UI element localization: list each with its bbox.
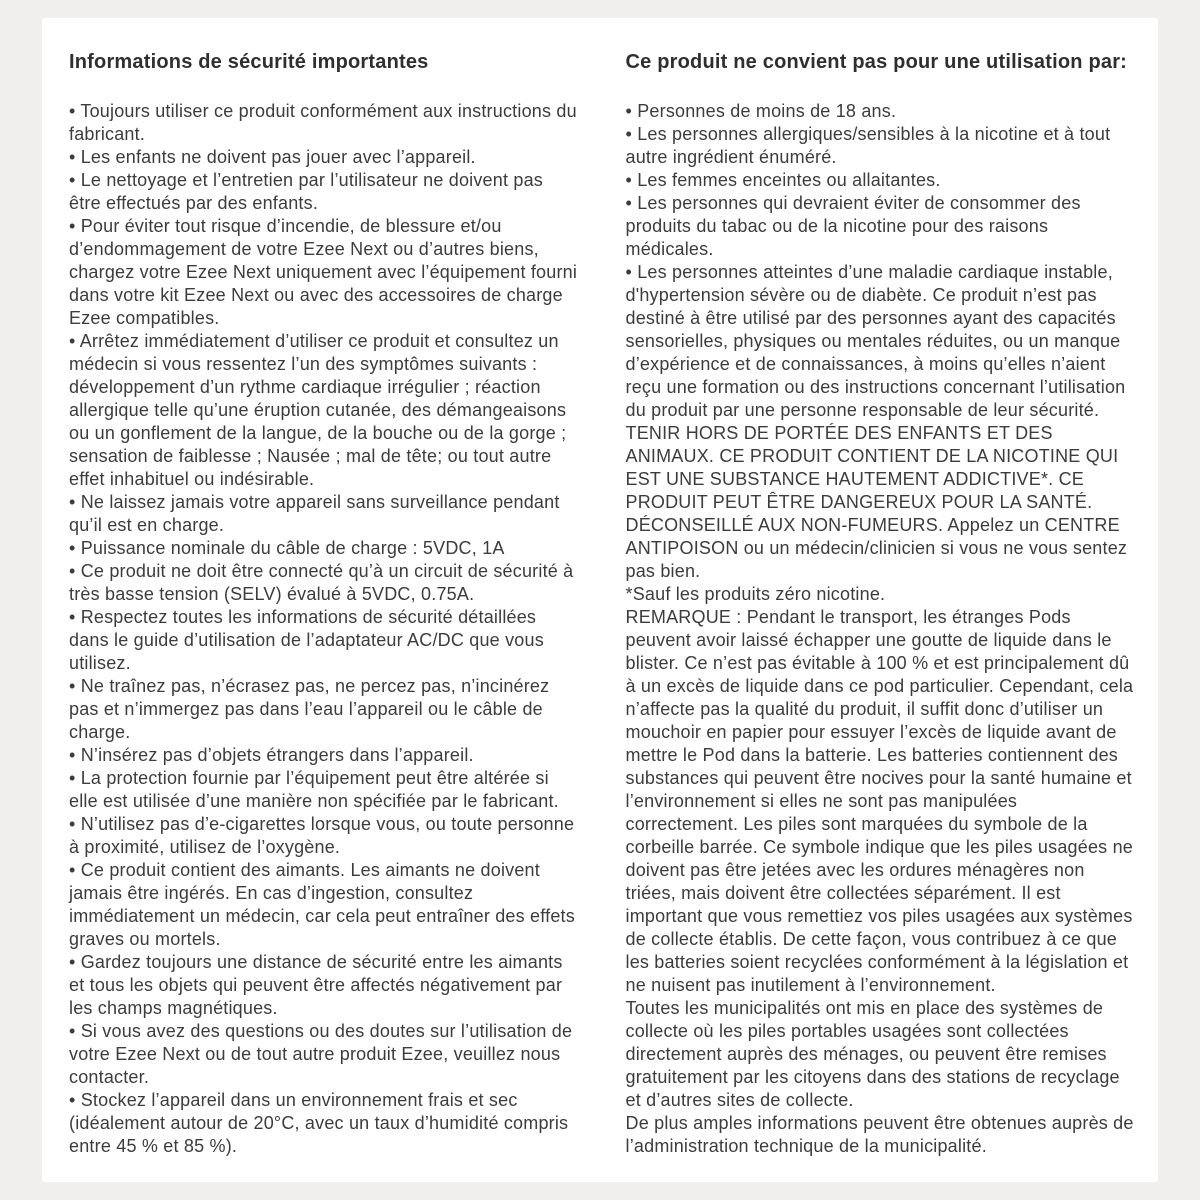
safety-info-paragraph: • Puissance nominale du câble de charge : 5VDC, 1A [69,538,505,558]
safety-info-paragraph: • Ne traînez pas, n’écrasez pas, ne percez pas, n’incinérez pas et n’immergez pas dans l’eau l’appareil ou le câble de charge. [69,676,550,742]
safety-info-paragraph: • Ce produit ne doit être connecté qu’à un circuit de sécurité à très basse tension (SELV) évalué à 5VDC, 0.75A. [69,561,574,604]
unsuitable-users-paragraph: • Les personnes qui devraient éviter de consommer des produits du tabac ou de la nicotine pour des raisons médicales. [625,193,1081,259]
safety-info-paragraph: • La protection fournie par l’équipement peut être altérée si elle est utilisée d’une manière non spécifiée par le fabricant. [69,768,559,811]
safety-info-paragraph: • N’utilisez pas d’e-cigarettes lorsque vous, ou toute personne à proximité, utilisez de l’oxygène. [69,814,575,857]
unsuitable-users-paragraph: • Personnes de moins de 18 ans. [625,101,897,121]
safety-info-paragraph: • Toujours utiliser ce produit conformément aux instructions du fabricant. [69,101,577,144]
safety-info-paragraph: • Le nettoyage et l’entretien par l’utilisateur ne doivent pas être effectués par des enfants. [69,170,543,213]
safety-leaflet-card [42,18,1158,1182]
safety-info-heading: Informations de sécurité importantes [69,51,429,73]
unsuitable-users-paragraph: De plus amples informations peuvent être obtenues auprès de l’administration technique de la municipalité. [625,1113,1134,1156]
safety-info-paragraph: • Gardez toujours une distance de sécurité entre les aimants et tous les objets qui peuvent être affectés négativement par les champs magnétiques. [69,952,563,1018]
safety-info-paragraph: • Ne laissez jamais votre appareil sans surveillance pendant qu’il est en charge. [69,492,560,535]
unsuitable-users-paragraph: • Les personnes allergiques/sensibles à la nicotine et à tout autre ingrédient énuméré. [625,124,1111,167]
safety-info-paragraphs [69,100,578,1158]
safety-info-paragraph: • Si vous avez des questions ou des doutes sur l’utilisation de votre Ezee Next ou de tout autre produit Ezee, veuillez nous contacter. [69,1021,573,1087]
unsuitable-users-heading: Ce produit ne convient pas pour une utilisation par: [625,51,1128,73]
unsuitable-users-paragraph: *Sauf les produits zéro nicotine. [625,584,886,604]
safety-info-paragraph: • Ce produit contient des aimants. Les aimants ne doivent jamais être ingérés. En cas d’ingestion, consultez immédiatement un médecin, car cela peut entraîner des effets graves ou mortels. [69,860,575,949]
unsuitable-users-column [626,50,1135,1158]
safety-info-paragraph: • Respectez toutes les informations de sécurité détaillées dans le guide d’utilisation de l’adaptateur AC/DC que vous utilisez. [69,607,544,673]
safety-info-paragraph: • Arrêtez immédiatement d’utiliser ce produit et consultez un médecin si vous ressentez l’un des symptômes suivants : développement d’un rythme cardiaque irrégulier ; réaction allergique telle qu’une éruption cutanée, des démangeaisons ou un gonflement de la langue, de la bouche ou de la gorge ; sensation de faiblesse ; Nausée ; mal de tête; ou tout autre effet inhabituel ou indésirable. [69,331,567,489]
unsuitable-users-paragraph: Toutes les municipalités ont mis en place des systèmes de collecte où les piles portables usagées sont collectées directement auprès des ménages, ou peuvent être remises gratuitement par les citoyens dans des stations de recyclage et d’autres sites de collecte. [625,998,1120,1110]
safety-info-paragraph: • Pour éviter tout risque d’incendie, de blessure et/ou d’endommagement de votre Ezee Next ou d’autres biens, chargez votre Ezee Next uniquement avec l’équipement fourni dans votre kit Ezee Next ou avec des accessoires de charge Ezee compatibles. [69,216,578,328]
unsuitable-users-paragraph: • Les personnes atteintes d’une maladie cardiaque instable, d'hypertension sévère ou de diabète. Ce produit n’est pas destiné à être utilisé par des personnes ayant des capacités sensorielles, physiques ou mentales réduites, ou un manque d’expérience et de connaissances, à moins qu’elles n’aient reçu une formation ou des instructions concernant l’utilisation du produit par une personne responsable de leur sécurité. TENIR HORS DE PORTÉE DES ENFANTS ET DES ANIMAUX. CE PRODUIT CONTIENT DE LA NICOTINE QUI EST UNE SUBSTANCE HAUTEMENT ADDICTIVE*. CE PRODUIT PEUT ÊTRE DANGEREUX POUR LA SANTÉ. DÉCONSEILLÉ AUX NON-FUMEURS. Appelez un CENTRE ANTIPOISON ou un médecin/clinicien si vous ne vous sentez pas bien. [625,262,1128,581]
safety-info-paragraph: • Les enfants ne doivent pas jouer avec l’appareil. [69,147,476,167]
safety-info-column [69,50,578,1158]
safety-info-paragraph: • N’insérez pas d’objets étrangers dans l’appareil. [69,745,474,765]
unsuitable-users-paragraph: REMARQUE : Pendant le transport, les étranges Pods peuvent avoir laissé échapper une goutte de liquide dans le blister. Ce n’est pas évitable à 100 % et est principalement dû à un excès de liquide dans ce pod particulier. Cependant, cela n’affecte pas la qualité du produit, il suffit donc d’utiliser un mouchoir en papier pour essuyer l’excès de liquide avant de mettre le Pod dans la batterie. Les batteries contiennent des substances qui peuvent être nocives pour la santé humaine et l’environnement si elles ne sont pas manipulées correctement. Les piles sont marquées du symbole de la corbeille barrée. Ce symbole indique que les piles usagées ne doivent pas être jetées avec les ordures ménagères non triées, mais doivent être collectées séparément. Il est important que vous remettiez vos piles usagées aux systèmes de collecte établis. De cette façon, vous contribuez à ce que les batteries soient recyclées conformément à la législation et ne nuisent pas inutilement à l’environnement. [625,607,1134,995]
unsuitable-users-paragraph: • Les femmes enceintes ou allaitantes. [625,170,941,190]
safety-info-paragraph: • Stockez l’appareil dans un environnement frais et sec (idéalement autour de 20°C, avec un taux d’humidité compris entre 45 % et 85 %). [69,1090,569,1156]
unsuitable-users-paragraphs [626,100,1135,1158]
